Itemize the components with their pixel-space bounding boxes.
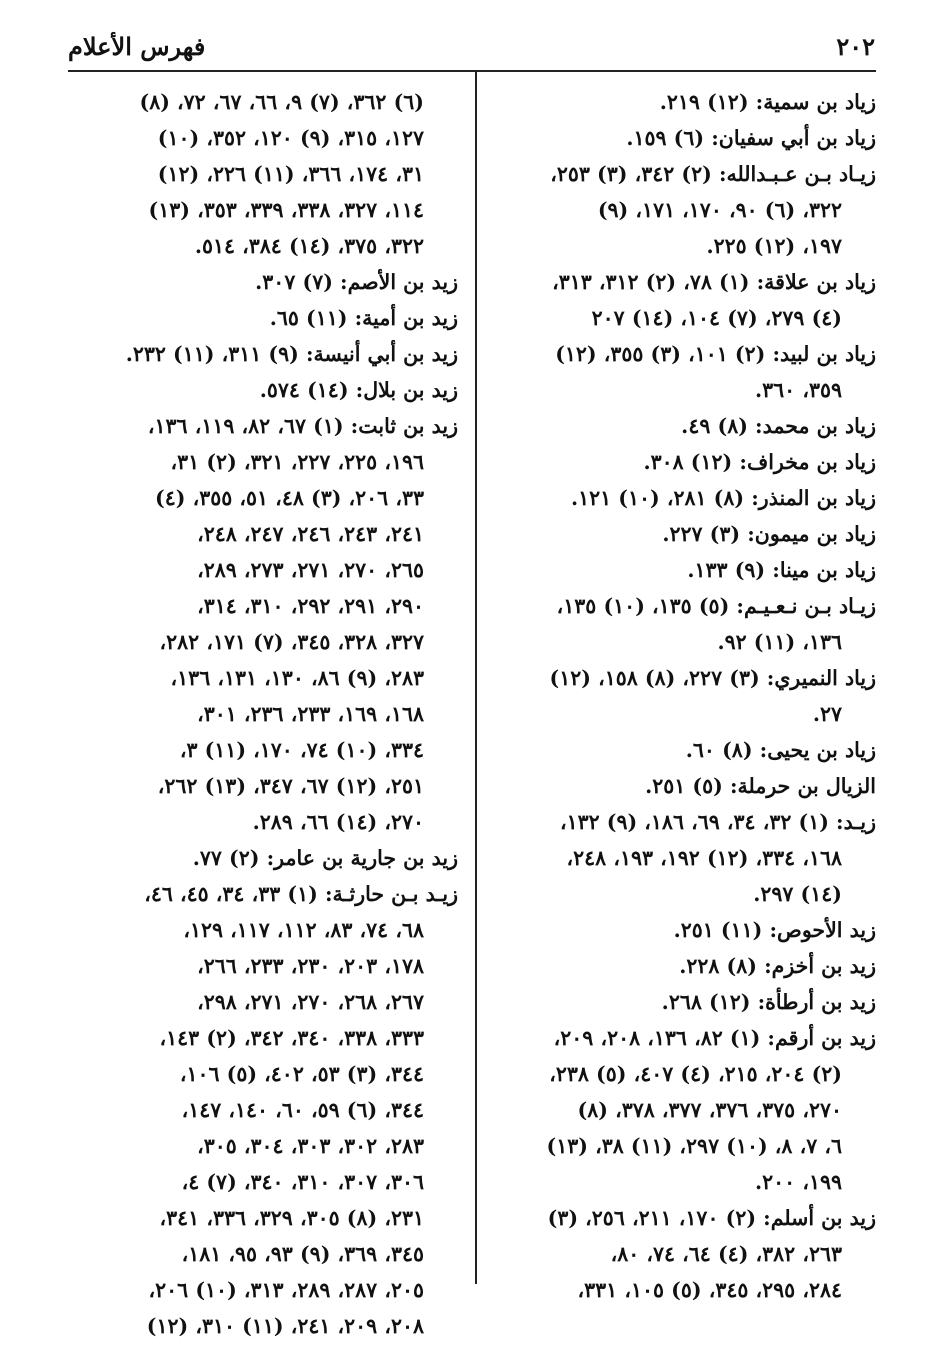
index-entry: زياد بن محمد: (٨) ٤٩. [681,414,876,438]
index-entry: زيد بن أسلم: (٢) ١٧٠، ٢١١، ٢٥٦، (٣) [547,1206,876,1230]
index-entry-continuation: ٣٢٢، ٣٧٥، (١٤) ٣٨٤، ٥١٤. [194,234,424,258]
index-entry: زيد بن أرقم: (١) ٨٢، ١٣٦، ٢٠٨، ٢٠٩، [553,1026,876,1050]
column-divider [475,72,477,1284]
index-entry-continuation: ٣٤٥، ٣٦٩، (٩) ٩٣، ٩٥، ١٨١، [181,1242,424,1266]
running-title: فهرس الأعلام [68,32,206,61]
index-entry-continuation: ٣٠٦، ٣٠٧، ٣١٠، ٣٤٠، (٧) ٤، [181,1170,424,1194]
index-entry: زيـاد بـن عـبـدالله: (٢) ٣٤٢، (٣) ٢٥٣، [550,162,876,186]
index-entry-continuation: ١٦٨، ١٦٩، ٢٣٣، ٢٣٦، ٣٠١، [197,702,424,726]
index-entry-continuation: ٣٢٢، (٦) ٩٠، ١٧٠، ١٧١، (٩) [597,198,842,222]
index-column-left [68,84,458,1344]
index-entry: زياد بن ميمون: (٣) ٢٢٧. [662,522,876,546]
index-entry: زيد الأحوص: (١١) ٢٥١. [673,918,876,942]
index-entry-continuation: ٢٥١، (١٢) ٦٧، ٣٤٧، (١٣) ٢٦٢، [157,774,424,798]
index-entry: زيـاد بـن نـعـيـم: (٥) ١٣٥، (١٠) ١٣٥، [556,594,876,618]
index-entry: زياد بن مينا: (٩) ١٣٣. [687,558,876,582]
index-entry: زيد بن أخزم: (٨) ٢٢٨. [679,954,876,978]
index-entry: زياد بن علاقة: (١) ٧٨، (٢) ٣١٢، ٣١٣، [552,270,876,294]
index-entry-continuation: ٢٨٣، (٩) ٨٦، ١٣٠، ١٣١، ١٣٦، [170,666,424,690]
index-entry: زيد بن جارية بن عامر: (٢) ٧٧. [192,846,458,870]
index-entry-continuation: (١٤) ٢٩٧. [753,882,842,906]
index-entry: زياد بن سمية: (١٢) ٢١٩. [659,90,876,114]
index-entry-continuation: ٢٠٨، ٢٠٩، ٢٤١، (١١) ٣١٠، (١٢) [146,1314,424,1338]
index-entry: زيد بن ثابت: (١) ٦٧، ٨٢، ١١٩، ١٣٦، [147,414,458,438]
index-entry: زياد النميري: (٣) ٢٢٧، (٨) ١٥٨، (١٢) [549,666,876,690]
index-entry-continuation: ٢٧٠، (١٤) ٦٦، ٢٨٩. [252,810,424,834]
index-entry: زيد بن بلال: (١٤) ٥٧٤. [259,378,458,402]
index-entry-continuation: ٢٩٠، ٢٩١، ٢٩٢، ٣١٠، ٣١٤، [197,594,424,618]
page-number: ٢٠٢ [836,32,875,61]
index-entry-continuation: ١٣٦، (١١) ٩٢. [717,630,842,654]
index-entry-continuation: ٢٨٣، ٣٠٢، ٣٠٣، ٣٠٤، ٣٠٥، [197,1134,424,1158]
index-entry-continuation: ١٢٧، ٣١٥، (٩) ١٢٠، ٣٥٢، (١٠) [157,126,424,150]
index-entry-continuation: ٣٣٣، ٣٣٨، ٣٤٠، ٣٤٢، (٢) ١٤٣، [159,1026,424,1050]
index-entry-continuation: ٣٤٤، (٣) ٥٣، ٤٠٢، (٥) ١٠٦، [179,1062,424,1086]
index-entry: زياد بن يحيى: (٨) ٦٠. [685,738,876,762]
index-entry: زيد بن الأصم: (٧) ٣٠٧. [255,270,458,294]
index-entry-continuation: ١٧٨، ٢٠٣، ٢٣٠، ٢٣٣، ٢٦٦، [197,954,424,978]
index-entry-continuation: (٢) ٢٠٤، ٢١٥، (٤) ٤٠٧، (٥) ٢٣٨، [549,1062,842,1086]
index-entry-continuation: ١٩٩، ٢٠٠. [755,1170,842,1194]
index-entry-continuation: (٤) ٢٧٩، (٧) ١٠٤، (١٤) ٢٠٧ [591,306,842,330]
index-entry: زيد بن أمية: (١١) ٦٥. [269,306,458,330]
index-entry-continuation: (٦) ٣٦٢، (٧) ٩، ٦٦، ٦٧، ٧٢، (٨) [139,90,424,114]
index-entry-continuation: ٢٠٥، ٢٨٧، ٢٨٩، ٣١٣، (١٠) ٢٠٦، [148,1278,424,1302]
index-entry-continuation: ٢٧٠، ٣٧٥، ٣٧٦، ٣٧٧، ٣٧٨، (٨) [577,1098,842,1122]
index-entry: زياد بن مخراف: (١٢) ٣٠٨. [643,450,876,474]
index-column-right [490,84,876,1308]
index-entry-continuation: ١٩٦، ٢٢٥، ٢٢٧، ٣٢١، (٢) ٣١، [170,450,424,474]
index-entry: الزيال بن حرملة: (٥) ٢٥١. [645,774,876,798]
index-entry-continuation: ٣١، ١٧٤، ٣٦٦، (١١) ٢٢٦، (١٢) [157,162,424,186]
index-entry-continuation: ٣٤٤، (٦) ٥٩، ٦٠، ١٤٠، ١٤٧، [181,1098,424,1122]
index-entry-continuation: ٢٤١، ٢٤٣، ٢٤٦، ٢٤٧، ٢٤٨، [197,522,424,546]
index-entry: زياد بن لبيد: (٢) ١٠١، (٣) ٣٥٥، (١٢) [555,342,876,366]
index-entry-continuation: ٣٣، ٢٠٦، (٣) ٤٨، ٥١، ٣٥٥، (٤) [155,486,424,510]
index-entry: زيد بن أرطأة: (١٢) ٢٦٨. [661,990,876,1014]
index-entry: زيـد: (١) ٣٢، ٣٤، ٦٩، ١٨٦، (٩) ١٣٢، [559,810,876,834]
index-entry-continuation: ٢٧. [812,702,842,726]
index-entry-continuation: ١٦٨، ٣٣٤، (١٢) ١٩٢، ١٩٣، ٢٤٨، [566,846,842,870]
header-rule [68,70,876,72]
index-entry-continuation: ٢٣١، (٨) ٣٠٥، ٣٢٩، ٣٣٦، ٣٤١، [159,1206,424,1230]
index-entry-continuation: ١٩٧، (١٢) ٢٢٥. [706,234,842,258]
index-entry-continuation: ٦٨، ٧٤، ٨٣، ١١٢، ١١٧، ١٢٩، [183,918,424,942]
page-header [68,30,875,70]
index-entry-continuation: ٢٦٣، ٣٨٢، (٤) ٦٤، ٧٤، ٨٠، [610,1242,842,1266]
index-entry: زياد بن أبي سفيان: (٦) ١٥٩. [626,126,876,150]
index-entry-continuation: ٣٢٧، ٣٢٨، ٣٤٥، (٧) ١٧١، ٢٨٢، [159,630,424,654]
index-entry-continuation: ٢٨٤، ٢٩٥، ٣٤٥، (٥) ١٠٥، ٣٣١، [577,1278,842,1302]
index-entry-continuation: ٢٦٥، ٢٧٠، ٢٧١، ٢٧٣، ٢٨٩، [197,558,424,582]
index-entry-continuation: ٣٥٩، ٣٦٠. [755,378,842,402]
index-entry: زياد بن المنذر: (٨) ٢٨١، (١٠) ١٢١. [570,486,876,510]
index-entry: زيـد بـن حارثـة: (١) ٣٣، ٣٤، ٤٥، ٤٦، [144,882,458,906]
index-entry-continuation: ١١٤، ٣٢٧، ٣٣٨، ٣٣٩، ٣٥٣، (١٣) [148,198,424,222]
index-entry-continuation: ٢٦٧، ٢٦٨، ٢٧٠، ٢٧١، ٢٩٨، [197,990,424,1014]
index-entry: زيد بن أبي أنيسة: (٩) ٣١١، (١١) ٢٣٢. [125,342,458,366]
index-entry-continuation: ٣٣٤، (١٠) ٧٤، ١٧٠، (١١) ٣، [179,738,424,762]
index-entry-continuation: ٦، ٧، ٨، (١٠) ٢٩٧، (١١) ٣٨، (١٣) [546,1134,842,1158]
